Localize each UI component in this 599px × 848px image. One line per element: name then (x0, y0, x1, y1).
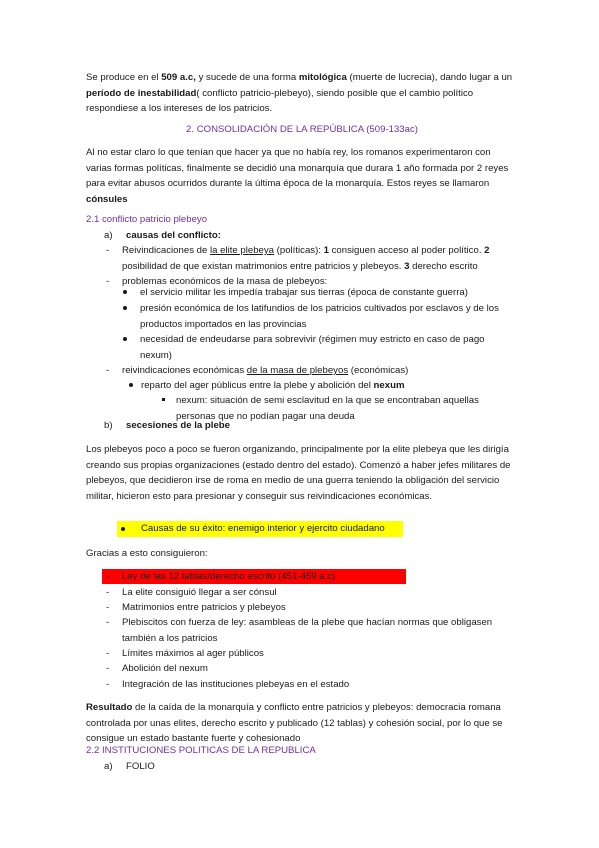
logro-3: Matrimonios entre patricios y plebeyos (122, 602, 286, 613)
section-2-heading: 2. CONSOLIDACIÓN DE LA REPÚBLICA (509-133ac) (186, 124, 418, 135)
masa-plebeyos-underline: de la masa de plebeyos (246, 365, 349, 376)
intro-text: Se produce en el (86, 72, 162, 83)
text: Reivindicaciones de (122, 245, 210, 256)
logro-2: La elite consiguió llegar a ser cónsul (122, 587, 277, 598)
dash-marker: - (106, 679, 110, 690)
num-3: 3 (404, 260, 410, 272)
resultado-text: de la caída de la monarquía y conflicto entre patricios y plebeyos: democracia romana controlada por unas elites, derecho escrito y publicado (12 tablas) y cohesión social, por lo que se consigue un estado bastante fuerte y cohesionado (86, 702, 503, 744)
dash-marker: - (106, 648, 110, 659)
text: (políticas): (274, 245, 324, 256)
secesiones-heading: secesiones de la plebe (126, 420, 230, 431)
bullet-dot (129, 383, 133, 387)
item-problemas: problemas económicos de la masa de plebeyos: (122, 276, 328, 287)
dash-marker: - (106, 587, 110, 598)
dash-marker: - (106, 245, 110, 256)
dash-marker: - (106, 663, 110, 674)
text: posibilidad de que existan matrimonios entre patricios y plebeyos. (122, 260, 405, 272)
logro-1: Ley de las 12 tablas/derecho escrito (451-459 a.c) (122, 571, 336, 582)
bullet-ager (141, 378, 521, 394)
bullet-problema-1: el servicio militar les impedía trabajar sus tierras (época de constante guerra) (140, 287, 468, 298)
bullet-dot (123, 337, 127, 341)
bullet-dot (121, 527, 125, 531)
resultado-paragraph (86, 700, 518, 747)
bullet-problema-2: presión económica de los latifundios de los patricios cultivados por esclavos y de los productos importados en las provincias (140, 303, 499, 330)
intro-text: y sucede de una forma (195, 72, 299, 83)
item-masa (122, 363, 522, 379)
text: reivindicaciones económicas (122, 365, 247, 376)
nexum-bold: nexum (373, 380, 405, 391)
intro-text: ( conflicto patricio-plebeyo), siendo posible que el cambio político respondiese a los intereses de los patricios. (86, 87, 474, 114)
consules-bold: cónsules (86, 193, 128, 205)
list-marker-b: b) (104, 420, 113, 431)
num-1: 1 (323, 245, 329, 256)
list-marker-a: a) (104, 230, 113, 241)
logro-5: Límites máximos al ager públicos (122, 648, 264, 659)
logro-6: Abolición del nexum (122, 663, 208, 674)
bullet-dot (123, 306, 127, 310)
logro-4: Plebiscitos con fuerza de ley: asambleas de la plebe que hacían normas que obligasen también a los patricios (122, 617, 493, 644)
sub-bullet-nexum: nexum: situación de semi esclavitud en la que se encontraban aquellas personas que no podían pagar una deuda (176, 395, 479, 422)
dash-marker: - (106, 602, 110, 613)
intro-bold-inestabilidad: período de inestabilidad (86, 87, 197, 99)
consolidacion-paragraph (86, 145, 518, 207)
text: reparto del ager públicus entre la plebe y abolición del (141, 380, 374, 391)
folio-item: FOLIO (126, 761, 155, 772)
list-marker-a: a) (104, 761, 113, 772)
gracias-line: Gracias a esto consiguieron: (86, 548, 208, 559)
intro-bold-mitologica: mitológica (298, 72, 347, 83)
intro-text: (muerte de lucrecia), dando lugar a un (346, 72, 513, 83)
dash-marker: - (106, 617, 110, 628)
dash-marker: - (106, 276, 110, 287)
text: (económicas) (348, 365, 409, 376)
subsection-2-2-heading: 2.2 INSTITUCIONES POLITICAS DE LA REPUBLICA (86, 745, 316, 756)
organizacion-paragraph: Los plebeyos poco a poco se fueron organizando, principalmente por la elite plebeya que les dirigía creando sus propias organizaciones (estado dentro del estado). Comenzó a haber jefes militares de plebeyos, que decidieron irse de roma en medio de una guerra teniendo la obligación del servicio militar, hicieron esto para presionar y conseguir sus reivindicaciones económicas. (86, 444, 511, 502)
dash-marker: - (106, 365, 110, 376)
bullet-dot (123, 290, 127, 294)
bullet-problema-3: necesidad de endeudarse para sobrevivir (régimen muy estricto en caso de pago nexum) (140, 334, 485, 361)
resultado-bold: Resultado (86, 702, 133, 713)
logro-7: Integración de las instituciones plebeyas en el estado (122, 679, 350, 690)
exito-text: Causas de su éxito: enemigo interior y ejercito ciudadano (141, 523, 385, 534)
consolidacion-text: Al no estar claro lo que tenían que hacer ya que no había rey, los romanos experimentaron con varias formas políticas, finalmente se decidió una monarquía que durara 1 año formada por 2 reyes para evitar abusos ocurridos durante la última época de la monarquía. Estos reyes se llamaron (86, 147, 509, 189)
intro-paragraph (86, 70, 518, 117)
subsection-2-1-heading: 2.1 conflicto patricio plebeyo (86, 214, 208, 225)
elite-plebeya-underline: la elite plebeya (210, 245, 275, 256)
causas-heading: causas del conflicto: (126, 230, 221, 241)
item-elite (122, 243, 522, 274)
num-2: 2 (484, 245, 490, 256)
text: derecho escrito (409, 260, 478, 272)
text: consiguen acceso al poder político. (328, 245, 485, 256)
dash-marker: - (106, 571, 110, 582)
square-bullet (162, 398, 165, 401)
intro-bold-date: 509 a.c, (161, 72, 196, 83)
